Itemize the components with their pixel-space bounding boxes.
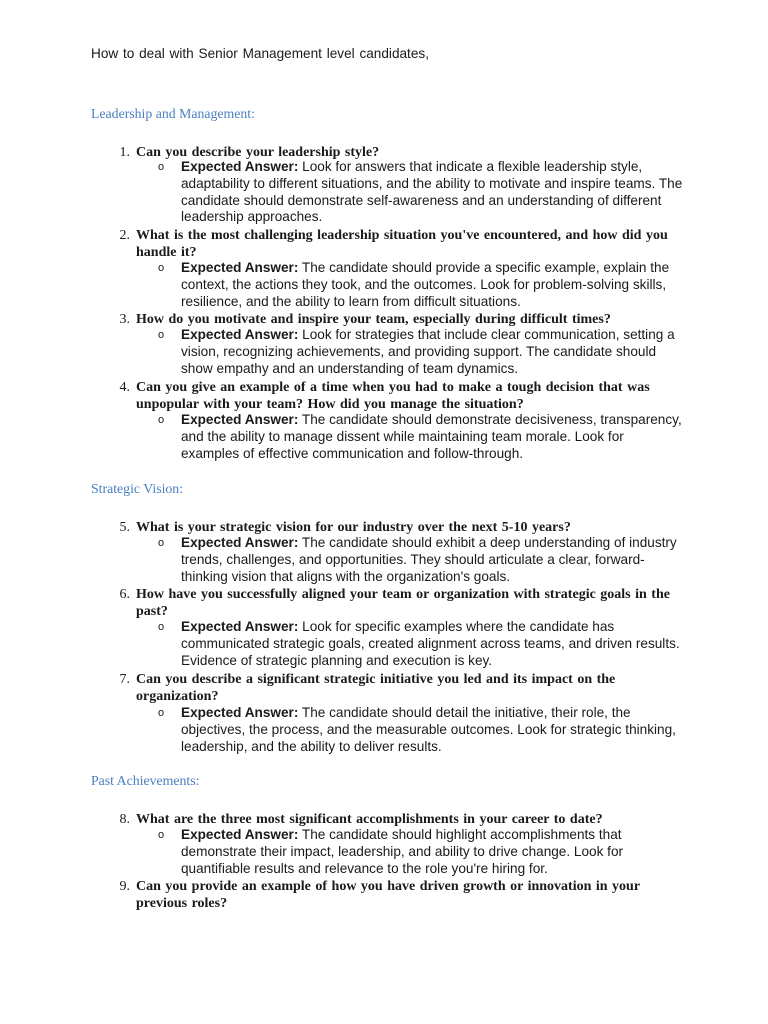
section-heading-past-achievements: Past Achievements: <box>91 773 200 788</box>
intro-line: How to deal with Senior Management level candidates, <box>91 46 429 61</box>
section-heading-strategic-vision: Strategic Vision: <box>91 481 184 496</box>
question-item <box>110 671 682 705</box>
question-number: 5. <box>119 520 130 535</box>
answer-body <box>181 827 684 877</box>
question-item <box>110 311 682 328</box>
answer-body <box>181 619 684 669</box>
answer-body <box>181 535 684 585</box>
question-number: 1. <box>119 145 130 160</box>
question-number: 3. <box>119 312 130 327</box>
answer-text: The candidate should highlight accomplishments that demonstrate their impact, leadership, and ability to drive change. Look for quantifiable results and relevance to the role you're hiring for. <box>181 827 624 876</box>
answer-text: The candidate should detail the initiative, their role, the objectives, the process, and the measurable outcomes. Look for strategic thinking, leadership, and the ability to deliver results. <box>181 705 676 754</box>
question-text: What is the most challenging leadership situation you've encountered, and how did you handle it? <box>136 228 668 260</box>
bullet-icon: o <box>158 414 165 426</box>
bullet-icon: o <box>158 707 165 719</box>
question-number: 6. <box>119 587 130 602</box>
answer-body <box>181 260 684 310</box>
question-text: Can you provide an example of how you have driven growth or innovation in your previous roles? <box>136 879 640 911</box>
question-number: 9. <box>119 879 130 894</box>
answer-text: Look for specific examples where the candidate has communicated strategic goals, created alignment across teams, and driven results. Evidence of strategic planning and execution is key. <box>181 619 680 668</box>
bullet-icon: o <box>158 621 165 633</box>
answer-text: Look for answers that indicate a flexible leadership style, adaptability to different situations, and the ability to motivate and inspire teams. The candidate should demonstrate self-awareness and an understanding of different leadership approaches. <box>181 159 683 225</box>
question-number: 4. <box>119 380 130 395</box>
bullet-icon: o <box>158 329 165 341</box>
answer-text: The candidate should provide a specific example, explain the context, the actions they took, and the outcomes. Look for problem-solving skills, resilience, and the ability to learn from difficult situations. <box>181 260 670 309</box>
expected-answer-label: Expected Answer: <box>181 619 299 634</box>
question-text: What is your strategic vision for our industry over the next 5-10 years? <box>136 520 571 535</box>
expected-answer-label: Expected Answer: <box>181 535 299 550</box>
expected-answer-label: Expected Answer: <box>181 705 299 720</box>
answer-body <box>181 412 684 462</box>
question-item <box>110 519 682 536</box>
question-item <box>110 878 682 912</box>
answer-text: The candidate should exhibit a deep understanding of industry trends, challenges, and opportunities. They should articulate a clear, forward-thinking vision that aligns with the organization's goals. <box>181 535 677 584</box>
answer-text: Look for strategies that include clear communication, setting a vision, recognizing achievements, and providing support. The candidate should show empathy and an understanding of team dynamics. <box>181 327 675 376</box>
expected-answer-label: Expected Answer: <box>181 412 299 427</box>
answer-body <box>181 159 684 226</box>
answer-item <box>158 159 684 226</box>
question-text: How have you successfully aligned your team or organization with strategic goals in the past? <box>136 587 670 619</box>
question-number: 8. <box>119 812 130 827</box>
question-number: 7. <box>119 672 130 687</box>
answer-item <box>158 327 684 377</box>
bullet-icon: o <box>158 161 165 173</box>
bullet-icon: o <box>158 829 165 841</box>
answer-item <box>158 412 684 462</box>
question-text: Can you describe your leadership style? <box>136 145 380 160</box>
answer-item <box>158 705 684 755</box>
section-heading-leadership: Leadership and Management: <box>91 106 255 121</box>
answer-item <box>158 535 684 585</box>
answer-body <box>181 327 684 377</box>
question-item <box>110 227 682 261</box>
question-number: 2. <box>119 228 130 243</box>
bullet-icon: o <box>158 537 165 549</box>
question-text: Can you describe a significant strategic initiative you led and its impact on the organization? <box>136 672 616 704</box>
expected-answer-label: Expected Answer: <box>181 827 299 842</box>
expected-answer-label: Expected Answer: <box>181 327 299 342</box>
question-item <box>110 586 682 620</box>
question-item <box>110 811 682 828</box>
question-text: Can you give an example of a time when you had to make a tough decision that was unpopular with your team? How did you manage the situation? <box>136 380 650 412</box>
question-text: What are the three most significant accomplishments in your career to date? <box>136 812 603 827</box>
answer-text: The candidate should demonstrate decisiveness, transparency, and the ability to manage dissent while maintaining team morale. Look for examples of effective communication and follow-through. <box>181 412 682 461</box>
bullet-icon: o <box>158 262 165 274</box>
expected-answer-label: Expected Answer: <box>181 260 299 275</box>
answer-item <box>158 619 684 669</box>
question-text: How do you motivate and inspire your team, especially during difficult times? <box>136 312 611 327</box>
answer-item <box>158 260 684 310</box>
answer-item <box>158 827 684 877</box>
question-item <box>110 379 682 413</box>
answer-body <box>181 705 684 755</box>
expected-answer-label: Expected Answer: <box>181 159 299 174</box>
